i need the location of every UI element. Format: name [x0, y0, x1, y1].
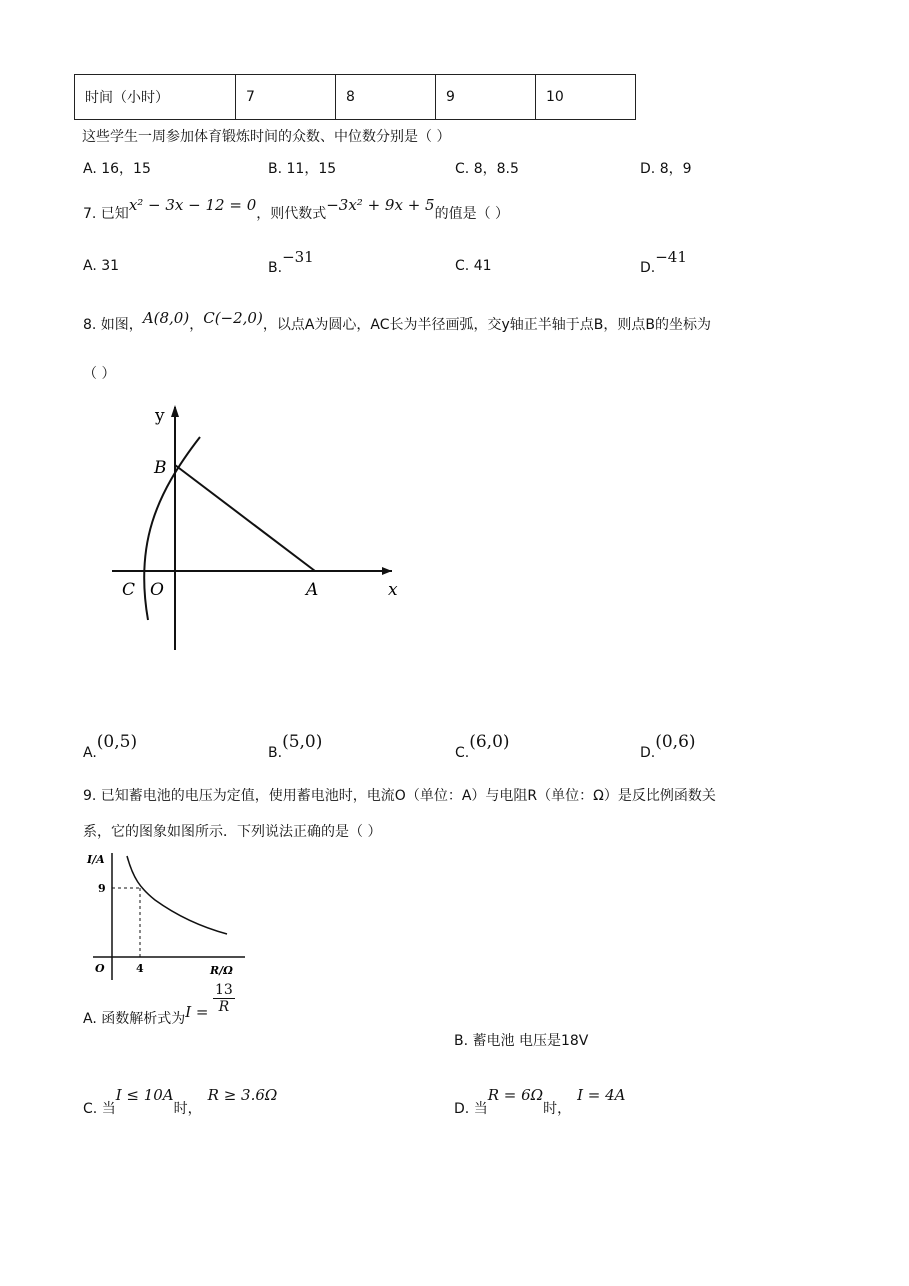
q7-option-a: A. 31	[83, 258, 120, 274]
q6-option-c: C. 8，8.5	[455, 161, 519, 177]
q9-graph	[85, 848, 255, 983]
x-arrow-icon	[382, 567, 392, 575]
curve	[127, 856, 227, 934]
label-c: C	[122, 580, 136, 600]
q8-figure	[100, 395, 410, 665]
label-a: A	[306, 580, 319, 600]
label-y: y	[155, 406, 165, 426]
q6-option-b: B. 11，15	[268, 161, 337, 177]
q8-point-a: A(8,0)	[142, 309, 190, 327]
q9-stem-line1: 9. 已知蓄电池的电压为定值，使用蓄电池时，电流O（单位：A）与电阻R（单位：Ω）是反比例函数关	[83, 788, 716, 804]
graph-xtick: 4	[136, 962, 144, 975]
table-cell: 7	[236, 75, 336, 120]
q8-option-b: B.(5,0)	[268, 732, 323, 761]
q7-option-d: D.−41	[640, 248, 687, 276]
q8-option-d: D.(0,6)	[640, 732, 696, 761]
label-x: x	[388, 580, 398, 600]
q6-option-a: A. 16，15	[83, 161, 151, 177]
q7-expression: −3x² + 9x + 5	[326, 196, 435, 214]
table-row	[75, 75, 636, 120]
q6-option-d: D. 8，9	[640, 161, 692, 177]
q9-stem-line2: 系，它的图象如图所示．下列说法正确的是（ ）	[83, 824, 382, 840]
label-b: B	[154, 458, 167, 478]
fraction: $\frac{13}{R}$	[214, 982, 233, 1015]
table-cell: 9	[436, 75, 536, 120]
graph-xlabel: R/Ω	[210, 964, 233, 977]
table-header-cell: 时间（小时）	[75, 75, 236, 120]
q7-option-c: C. 41	[455, 258, 492, 274]
q8-stem: 8. 如图，A(8,0)，C(−2,0)，以点A为圆心，AC长为半径画弧，交y轴正半轴于点B，则点B的坐标为	[83, 309, 712, 333]
q9-option-d: D. 当R = 6Ω时，I = 4A	[454, 1086, 626, 1117]
label-o: O	[150, 580, 164, 600]
table-cell: 10	[536, 75, 636, 120]
q7-stem: 7. 已知x² − 3x − 12 = 0，则代数式−3x² + 9x + 5的值是（ ）	[83, 196, 510, 222]
segment-ab	[175, 465, 315, 571]
table-cell: 8	[336, 75, 436, 120]
q7-option-b: B.−31	[268, 248, 314, 276]
q8-point-c: C(−2,0)	[203, 309, 263, 327]
q9-option-a: A. 函数解析式为I = $\frac{13}{R}$	[83, 982, 233, 1027]
q7-equation: x² − 3x − 12 = 0	[128, 196, 257, 214]
q8-option-c: C.(6,0)	[455, 732, 510, 761]
graph-ylabel: I/A	[87, 853, 105, 866]
graph-ytick: 9	[98, 882, 106, 895]
y-arrow-icon	[171, 405, 179, 417]
q9-option-b: B. 蓄电池 电压是18V	[454, 1033, 589, 1049]
q9-option-c: C. 当I ≤ 10A时，R ≥ 3.6Ω	[83, 1086, 278, 1117]
time-table	[74, 74, 636, 120]
q6-stem: 这些学生一周参加体育锻炼时间的众数、中位数分别是（ ）	[82, 129, 451, 145]
q8-paren: （ ）	[83, 366, 116, 382]
q8-option-a: A.(0,5)	[83, 732, 138, 761]
graph-origin: O	[95, 962, 105, 975]
